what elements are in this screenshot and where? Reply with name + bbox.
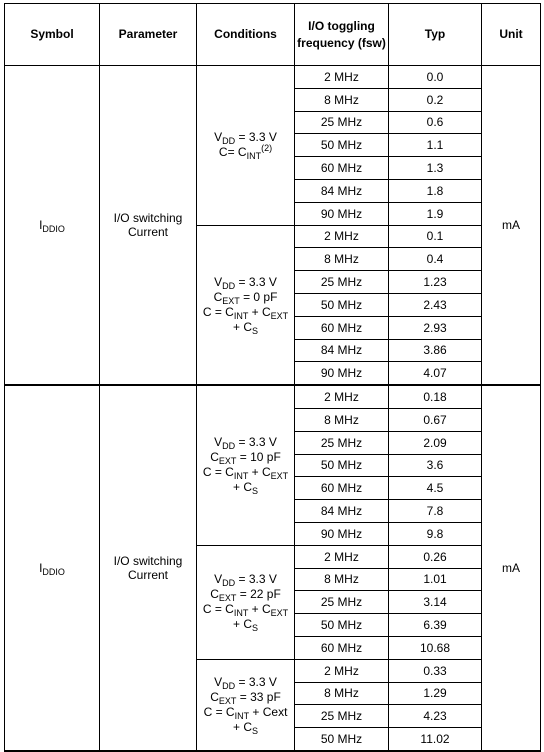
formula-mid: + C <box>248 465 271 480</box>
vdd-value: = 3.3 V <box>235 572 277 587</box>
formula-tail: + C <box>232 617 252 632</box>
typ-cell: 0.2 <box>389 88 482 111</box>
frequency-cell: 84 MHz <box>295 179 389 202</box>
condition-cext <box>197 690 294 705</box>
table-body <box>5 66 541 751</box>
typ-cell: 3.86 <box>389 339 482 362</box>
typ-cell: 0.33 <box>389 659 482 682</box>
typ-cell: 11.02 <box>389 728 482 751</box>
header-conditions: Conditions <box>197 4 295 66</box>
cext-symbol: C <box>210 689 219 704</box>
cint-symbol: C= C <box>218 145 247 160</box>
formula-tail-sub: S <box>252 325 259 336</box>
typ-cell: 1.01 <box>389 568 482 591</box>
symbol-cell <box>5 66 100 386</box>
frequency-cell: 2 MHz <box>295 225 389 248</box>
cext-symbol: C <box>210 450 219 465</box>
formula-tail: + C <box>232 480 252 495</box>
frequency-cell: 8 MHz <box>295 568 389 591</box>
conditions-cell <box>197 385 295 545</box>
symbol-sub: DDIO <box>42 567 65 578</box>
vdd-symbol: V <box>214 572 223 587</box>
condition-vdd <box>197 435 294 450</box>
cext-value: = 22 pF <box>236 587 281 602</box>
formula-ext-sub: EXT <box>270 310 289 321</box>
condition-vdd <box>197 675 294 690</box>
cext-sub: EXT <box>218 593 237 604</box>
conditions-cell <box>197 545 295 659</box>
frequency-cell: 90 MHz <box>295 202 389 225</box>
typ-cell: 3.6 <box>389 454 482 477</box>
typ-cell: 4.23 <box>389 705 482 728</box>
header-frequency: I/O toggling frequency (fsw) <box>295 4 389 66</box>
frequency-cell: 25 MHz <box>295 705 389 728</box>
typ-cell: 0.0 <box>389 66 482 89</box>
cext-symbol: C <box>213 289 223 304</box>
frequency-cell: 60 MHz <box>295 636 389 659</box>
vdd-value: = 3.3 V <box>235 274 277 289</box>
formula-mid: + C <box>248 304 271 319</box>
typ-cell: 1.29 <box>389 682 482 705</box>
formula-start: C = C <box>203 704 235 719</box>
vdd-sub: DD <box>222 136 236 147</box>
formula-mid: + C <box>248 602 271 617</box>
vdd-sub: DD <box>222 680 236 691</box>
typ-cell: 10.68 <box>389 636 482 659</box>
cext-value: = 33 pF <box>236 689 281 704</box>
unit-text: mA <box>502 218 520 233</box>
conditions-cell <box>197 659 295 751</box>
frequency-cell: 60 MHz <box>295 157 389 180</box>
condition-formula-tail <box>197 720 294 735</box>
conditions-cell <box>197 66 295 226</box>
condition-formula-tail <box>197 320 294 335</box>
typ-cell: 4.5 <box>389 477 482 500</box>
header-row <box>5 4 541 66</box>
frequency-cell: 8 MHz <box>295 88 389 111</box>
frequency-cell: 50 MHz <box>295 293 389 316</box>
vdd-value: = 3.3 V <box>235 435 277 450</box>
typ-cell: 0.4 <box>389 248 482 271</box>
frequency-cell: 2 MHz <box>295 385 389 408</box>
formula-ext-sub: EXT <box>270 471 289 482</box>
frequency-cell: 90 MHz <box>295 522 389 545</box>
table-row <box>5 385 541 408</box>
typ-cell: 3.14 <box>389 591 482 614</box>
typ-cell: 1.9 <box>389 202 482 225</box>
formula-tail-sub: S <box>252 725 259 736</box>
typ-cell: 0.26 <box>389 545 482 568</box>
frequency-cell: 84 MHz <box>295 500 389 523</box>
typ-cell: 2.09 <box>389 431 482 454</box>
formula-tail: + C <box>232 319 252 334</box>
frequency-cell: 50 MHz <box>295 614 389 637</box>
cext-symbol: C <box>210 587 219 602</box>
cext-sub: EXT <box>222 295 240 306</box>
formula-int-sub: INT <box>234 710 250 721</box>
formula-start: C = C <box>202 304 234 319</box>
symbol-main: I <box>39 218 43 233</box>
symbol-cell <box>5 385 100 751</box>
condition-formula <box>197 305 294 320</box>
typ-cell: 4.07 <box>389 362 482 385</box>
header-parameter: Parameter <box>100 4 197 66</box>
typ-cell: 1.1 <box>389 134 482 157</box>
typ-cell: 0.67 <box>389 408 482 431</box>
formula-start: C = C <box>202 465 234 480</box>
condition-formula <box>197 705 294 720</box>
frequency-cell: 90 MHz <box>295 362 389 385</box>
formula-ext-sub: EXT <box>270 608 289 619</box>
frequency-cell: 8 MHz <box>295 248 389 271</box>
footnote-ref: (2) <box>261 143 273 154</box>
typ-cell: 1.8 <box>389 179 482 202</box>
cext-sub: EXT <box>218 456 237 467</box>
formula-tail-sub: S <box>252 486 259 497</box>
unit-cell <box>482 385 541 751</box>
parameter-cell <box>100 385 197 751</box>
conditions-cell <box>197 225 295 385</box>
formula-int-sub: INT <box>233 471 249 482</box>
typ-cell: 2.93 <box>389 316 482 339</box>
vdd-sub: DD <box>222 280 236 291</box>
condition-formula <box>197 465 294 480</box>
formula-tail-sub: S <box>252 623 259 634</box>
header-unit: Unit <box>482 4 541 66</box>
vdd-sub: DD <box>222 441 236 452</box>
header-symbol: Symbol <box>5 4 100 66</box>
formula-int-sub: INT <box>233 310 249 321</box>
typ-cell: 7.8 <box>389 500 482 523</box>
symbol-main: I <box>39 561 43 576</box>
frequency-cell: 8 MHz <box>295 408 389 431</box>
io-switching-current-table <box>4 3 541 752</box>
vdd-symbol: V <box>214 435 223 450</box>
condition-vdd <box>197 130 294 145</box>
typ-cell: 1.23 <box>389 271 482 294</box>
frequency-cell: 25 MHz <box>295 271 389 294</box>
frequency-cell: 60 MHz <box>295 316 389 339</box>
frequency-cell: 25 MHz <box>295 111 389 134</box>
condition-formula-tail <box>197 480 294 495</box>
vdd-value: = 3.3 V <box>235 130 277 145</box>
condition-cext <box>197 587 294 602</box>
typ-cell: 1.3 <box>389 157 482 180</box>
frequency-cell: 2 MHz <box>295 545 389 568</box>
formula-start: C = C <box>202 602 234 617</box>
cext-value: = 0 pF <box>239 289 278 304</box>
condition-cint <box>197 145 294 160</box>
frequency-cell: 60 MHz <box>295 477 389 500</box>
typ-cell: 2.43 <box>389 293 482 316</box>
vdd-sub: DD <box>222 578 236 589</box>
header-typ: Typ <box>389 4 482 66</box>
frequency-cell: 84 MHz <box>295 339 389 362</box>
frequency-cell: 50 MHz <box>295 728 389 751</box>
frequency-cell: 2 MHz <box>295 659 389 682</box>
condition-cext <box>197 450 294 465</box>
formula-mid: + Cext <box>249 704 288 719</box>
frequency-cell: 50 MHz <box>295 454 389 477</box>
frequency-cell: 25 MHz <box>295 591 389 614</box>
frequency-cell: 2 MHz <box>295 66 389 89</box>
frequency-cell: 8 MHz <box>295 682 389 705</box>
condition-formula-tail <box>197 617 294 632</box>
formula-int-sub: INT <box>233 608 249 619</box>
vdd-symbol: V <box>214 674 223 689</box>
vdd-symbol: V <box>214 130 223 145</box>
condition-vdd <box>197 572 294 587</box>
typ-cell: 0.18 <box>389 385 482 408</box>
unit-text: mA <box>502 561 520 576</box>
condition-cext <box>197 290 294 305</box>
typ-cell: 9.8 <box>389 522 482 545</box>
frequency-cell: 50 MHz <box>295 134 389 157</box>
typ-cell: 6.39 <box>389 614 482 637</box>
typ-cell: 0.1 <box>389 225 482 248</box>
table-row <box>5 66 541 89</box>
vdd-value: = 3.3 V <box>235 674 277 689</box>
vdd-symbol: V <box>214 274 223 289</box>
parameter-text: I/O switching Current <box>113 554 183 583</box>
cext-sub: EXT <box>218 695 237 706</box>
condition-vdd <box>197 275 294 290</box>
parameter-text: I/O switching Current <box>113 211 183 240</box>
cint-sub: INT <box>246 151 262 162</box>
unit-cell <box>482 66 541 386</box>
typ-cell: 0.6 <box>389 111 482 134</box>
condition-formula <box>197 602 294 617</box>
parameter-cell <box>100 66 197 386</box>
frequency-cell: 25 MHz <box>295 431 389 454</box>
cext-value: = 10 pF <box>236 450 281 465</box>
formula-tail: + C <box>232 719 252 734</box>
symbol-sub: DDIO <box>42 224 65 235</box>
